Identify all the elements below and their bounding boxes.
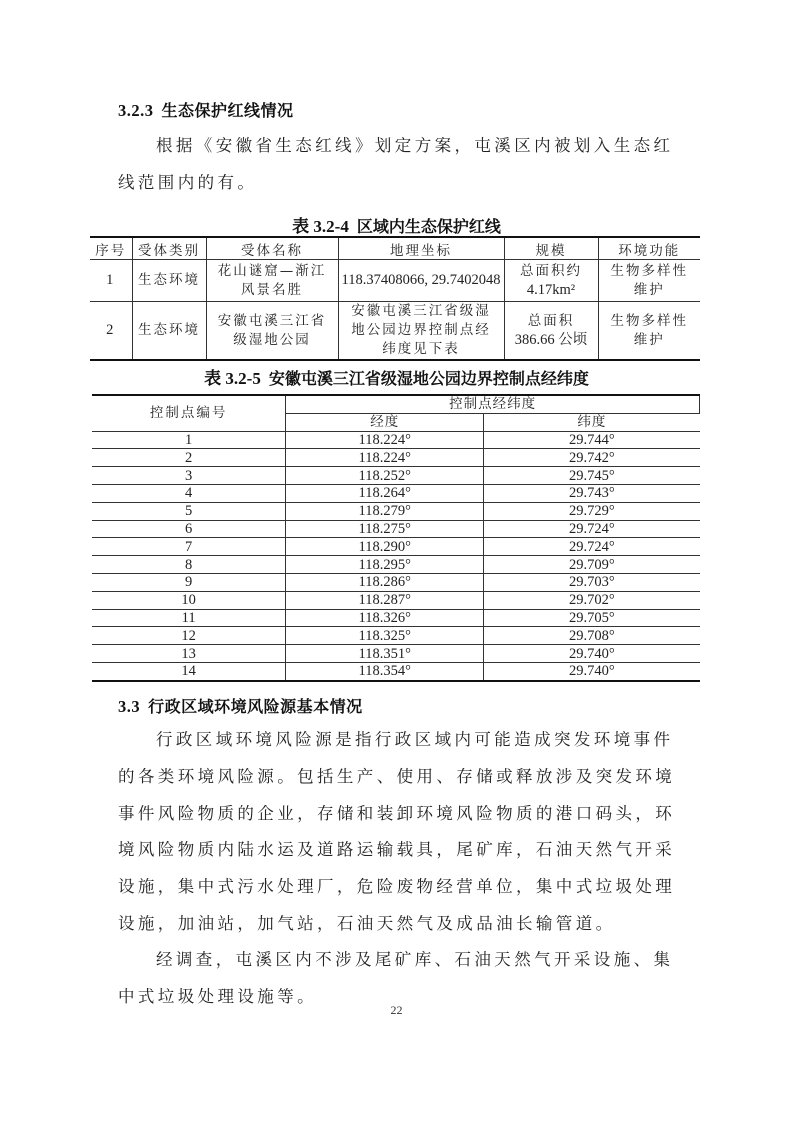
- header-longitude: 经度: [286, 413, 484, 431]
- paragraph-risk-source-definition: 行政区域环境风险源是指行政区域内可能造成突发环境事件的各类环境风险源。包括生产、使用、存储或释放涉及突发环境事件风险物质的企业，存储和装卸环境风险物质的港口码头，环境风险物质内陆水运及道路运输载具，尾矿库，石油天然气开采设施，集中式污水处理厂，危险废物经营单位，集中式垃圾处理设施，加油站，加气站，石油天然气及成品油长输管道。: [118, 730, 676, 933]
- cell-lat: 29.724°: [484, 538, 700, 556]
- cell-lon: 118.275°: [286, 520, 484, 538]
- paragraph-red-line-intro: 根据《安徽省生态红线》划定方案，屯溪区内被划入生态红线范围内的有。: [118, 136, 674, 192]
- cell-lon: 118.286°: [286, 573, 484, 591]
- paragraph-survey-result: 经调查，屯溪区内不涉及尾矿库、石油天然气开采设施、集中式垃圾处理设施等。: [118, 950, 674, 1006]
- cell-lon: 118.287°: [286, 591, 484, 609]
- table-wetland-control-points: [92, 394, 700, 682]
- header-control-point-id: 控制点编号: [149, 405, 228, 422]
- cell-lat: 29.744°: [484, 431, 700, 449]
- cell-id: 7: [92, 538, 286, 556]
- cell-id: 11: [92, 609, 286, 627]
- header-category: 受体类别: [132, 237, 206, 260]
- table-row: [92, 484, 700, 502]
- cell-lat: 29.724°: [484, 520, 700, 538]
- cell-id: 9: [92, 573, 286, 591]
- table-row: 2 生态环境 安徽屯溪三江省级湿地公园 安徽屯溪三江省级湿地公园边界控制点经纬度见下表 总面积 386.66 公顷 生物多样性维护: [90, 302, 700, 361]
- cell-id: 3: [92, 467, 286, 485]
- section-heading-3-2-3: [118, 98, 294, 121]
- cell-id: 4: [92, 484, 286, 502]
- table-row: [92, 556, 700, 574]
- header-id: 序号: [90, 237, 132, 260]
- cell-id: 13: [92, 645, 286, 663]
- cell-lon: 118.264°: [286, 484, 484, 502]
- header-latitude: 纬度: [484, 413, 700, 431]
- section-number: 3.2.3: [118, 101, 154, 120]
- header-name: 受体名称: [206, 237, 338, 260]
- table-row: [92, 502, 700, 520]
- cell-lon: 118.290°: [286, 538, 484, 556]
- cell-lon: 118.279°: [286, 502, 484, 520]
- table-row: [92, 520, 700, 538]
- cell-id: 2: [92, 449, 286, 467]
- header-function: 环境功能: [598, 237, 700, 260]
- cell-lat: 29.702°: [484, 591, 700, 609]
- table-row: [92, 449, 700, 467]
- cell-id: 5: [92, 502, 286, 520]
- table-caption-3-2-4: 表 3.2-4 区域内生态保护红线: [292, 217, 501, 236]
- cell-id: 6: [92, 520, 286, 538]
- table-row: [92, 431, 700, 449]
- cell-id: 8: [92, 556, 286, 574]
- header-scale: 规模: [504, 237, 598, 260]
- table-row: [92, 645, 700, 663]
- cell-lat: 29.743°: [484, 484, 700, 502]
- cell-id: 1: [92, 431, 286, 449]
- table-row: [92, 573, 700, 591]
- header-coords: 地理坐标: [338, 237, 504, 260]
- table-row: 1 生态环境 花山谜窟—渐江风景名胜 118.37408066, 29.7402048 总面积约 4.17km² 生物多样性维护: [90, 260, 700, 302]
- section-title: 行政区域环境风险源基本情况: [148, 697, 363, 716]
- section-title: 生态保护红线情况: [161, 101, 294, 120]
- cell-lat: 29.705°: [484, 609, 700, 627]
- table-row: [92, 591, 700, 609]
- table-row: [92, 609, 700, 627]
- table-caption-3-2-5: 表 3.2-5 安徽屯溪三江省级湿地公园边界控制点经纬度: [204, 369, 589, 388]
- table-ecological-red-line: [90, 236, 700, 361]
- table-row: [92, 467, 700, 485]
- cell-lat: 29.729°: [484, 502, 700, 520]
- cell-lon: 118.326°: [286, 609, 484, 627]
- cell-lon: 118.224°: [286, 431, 484, 449]
- cell-lon: 118.351°: [286, 645, 484, 663]
- page-number: 22: [390, 1003, 403, 1017]
- cell-lat: 29.740°: [484, 645, 700, 663]
- section-heading-3-3: [118, 694, 363, 717]
- cell-lon: 118.224°: [286, 449, 484, 467]
- cell-id: 12: [92, 627, 286, 645]
- table-row: [92, 538, 700, 556]
- cell-id: 14: [92, 662, 286, 680]
- table-header-row: [90, 237, 700, 260]
- cell-lat: 29.745°: [484, 467, 700, 485]
- table-row: [92, 662, 700, 680]
- cell-lon: 118.252°: [286, 467, 484, 485]
- cell-lat: 29.742°: [484, 449, 700, 467]
- cell-lat: 29.703°: [484, 573, 700, 591]
- cell-lat: 29.740°: [484, 662, 700, 680]
- cell-lat: 29.709°: [484, 556, 700, 574]
- cell-id: 10: [92, 591, 286, 609]
- cell-lon: 118.354°: [286, 662, 484, 680]
- header-lat-lon-group: 控制点经纬度: [286, 395, 700, 413]
- table-row: [92, 627, 700, 645]
- cell-lon: 118.325°: [286, 627, 484, 645]
- section-number: 3.3: [118, 697, 141, 716]
- cell-lat: 29.708°: [484, 627, 700, 645]
- cell-lon: 118.295°: [286, 556, 484, 574]
